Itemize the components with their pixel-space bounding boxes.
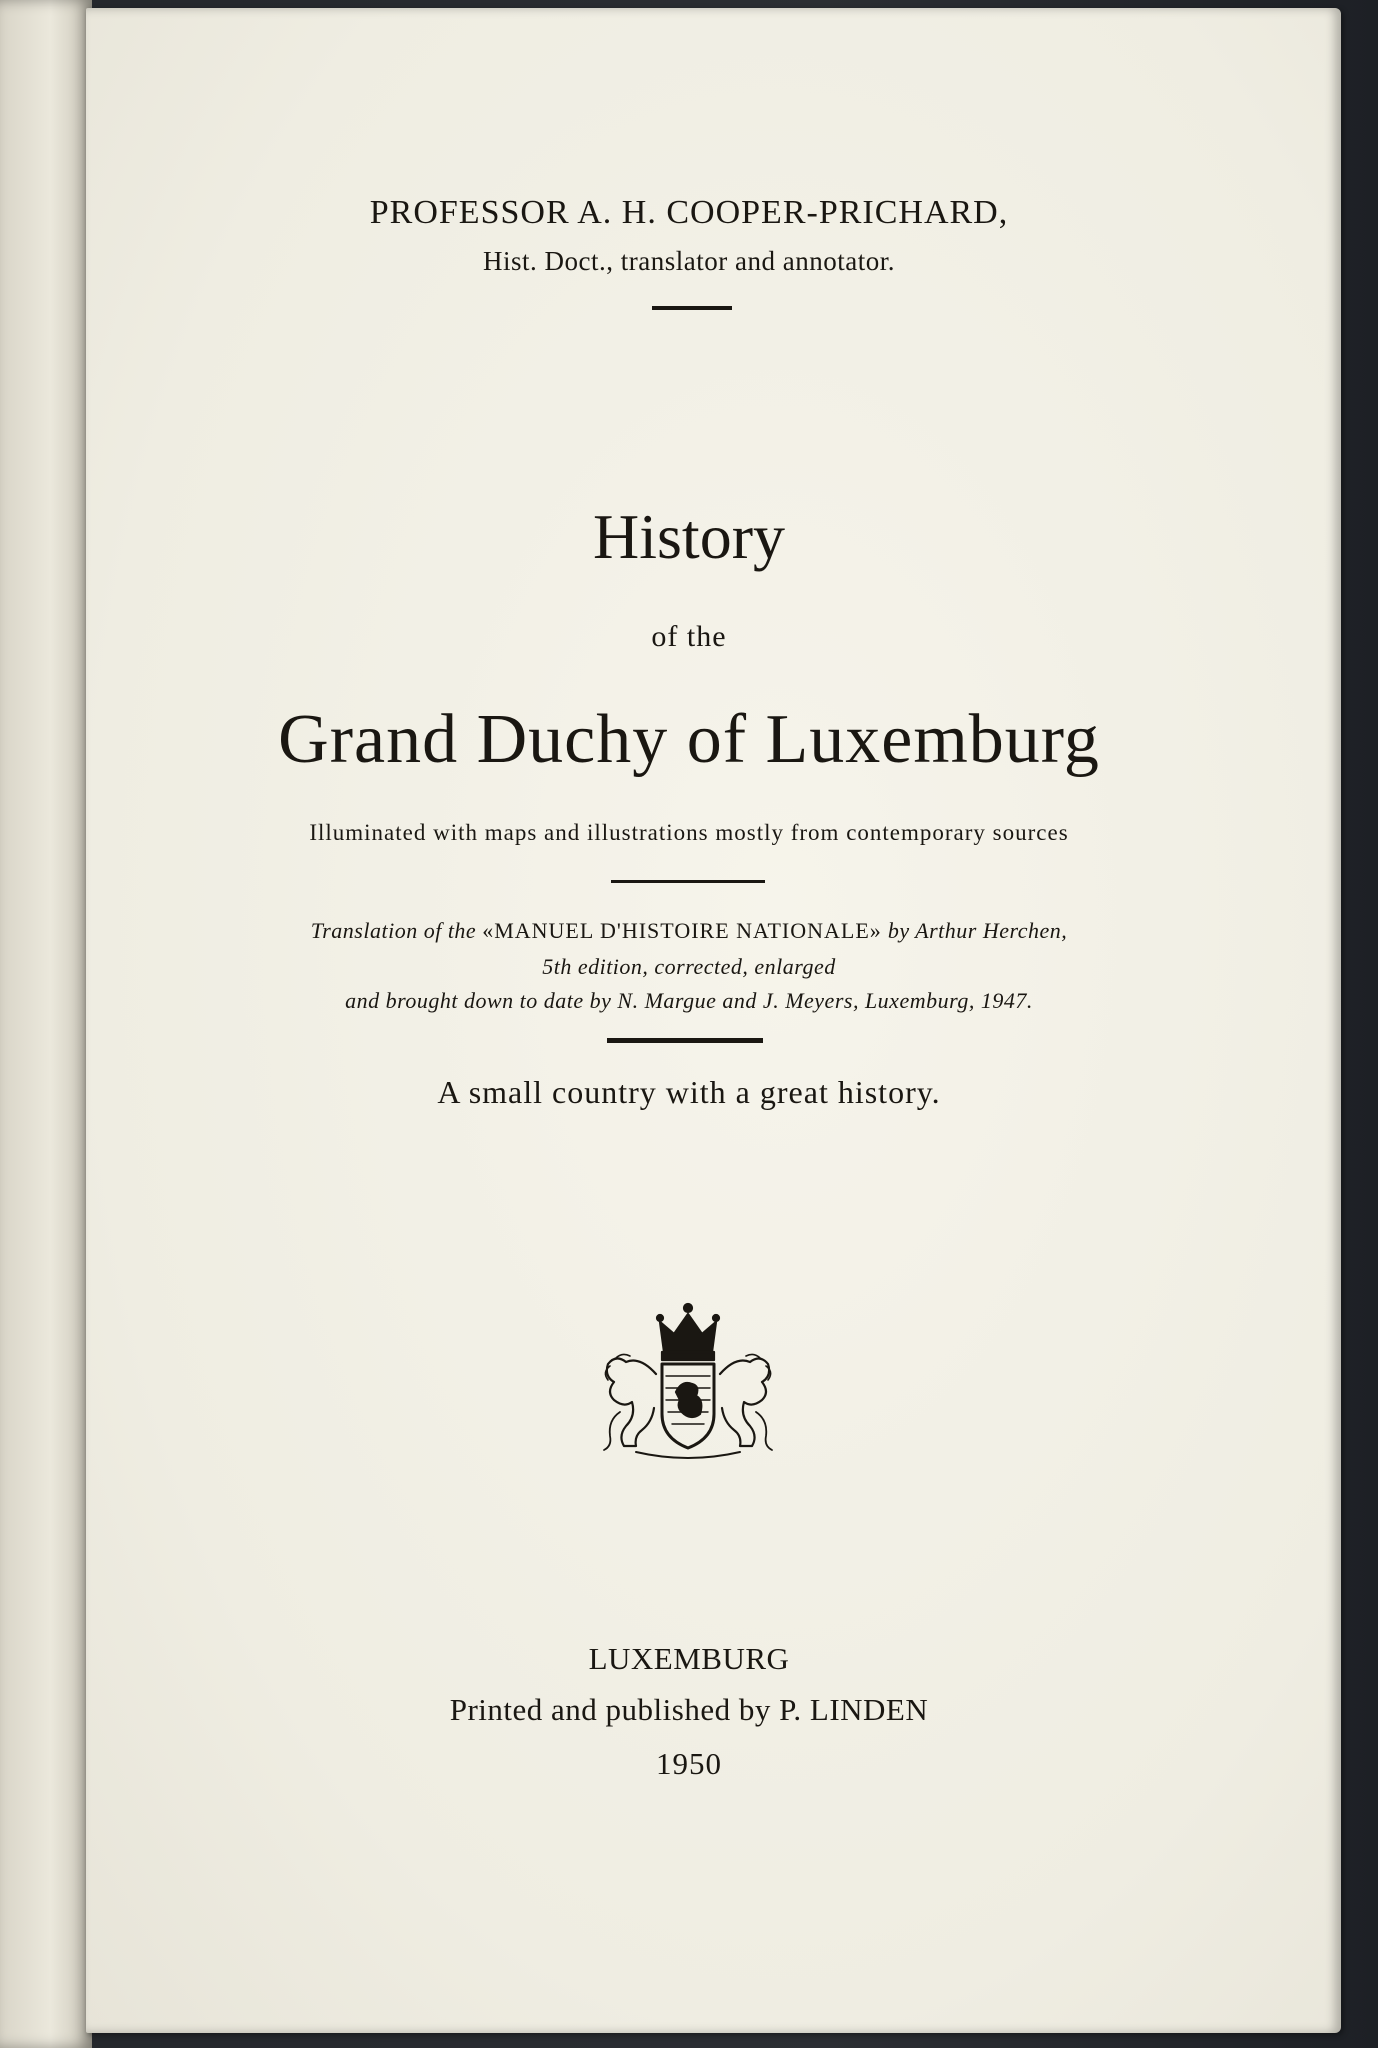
divider-rule — [652, 306, 732, 310]
subtitle: Illuminated with maps and illustrations mostly from contemporary sources — [309, 820, 1069, 845]
title-history: History — [593, 501, 785, 572]
coat-of-arms-icon — [596, 1296, 780, 1464]
translation-prefix: Translation of the — [310, 918, 483, 943]
author-credentials: Hist. Doct., translator and annotator. — [483, 246, 895, 276]
translation-line-2: 5th edition, corrected, enlarged — [542, 954, 836, 979]
title-page — [86, 8, 1341, 2033]
facing-page-edge — [0, 0, 92, 2048]
divider-rule — [611, 880, 765, 883]
title-grand-duchy: Grand Duchy of Luxemburg — [278, 701, 1100, 778]
divider-rule — [607, 1038, 763, 1043]
imprint-publisher: Printed and published by P. LINDEN — [449, 1692, 929, 1727]
translation-work-title: «MANUEL D'HISTOIRE NATIONALE» — [482, 918, 882, 943]
translation-line-3: and brought down to date by N. Margue and J. Meyers, Luxemburg, 1947. — [345, 988, 1033, 1013]
title-of-the: of the — [651, 620, 727, 653]
tagline: A small country with a great history. — [437, 1074, 941, 1110]
imprint-place: LUXEMBURG — [588, 1641, 790, 1676]
imprint-year: 1950 — [656, 1746, 722, 1781]
author-name: PROFESSOR A. H. COOPER-PRICHARD, — [369, 194, 1009, 231]
translation-suffix: by Arthur Herchen, — [881, 918, 1068, 943]
translation-line-1 — [0, 918, 1378, 944]
